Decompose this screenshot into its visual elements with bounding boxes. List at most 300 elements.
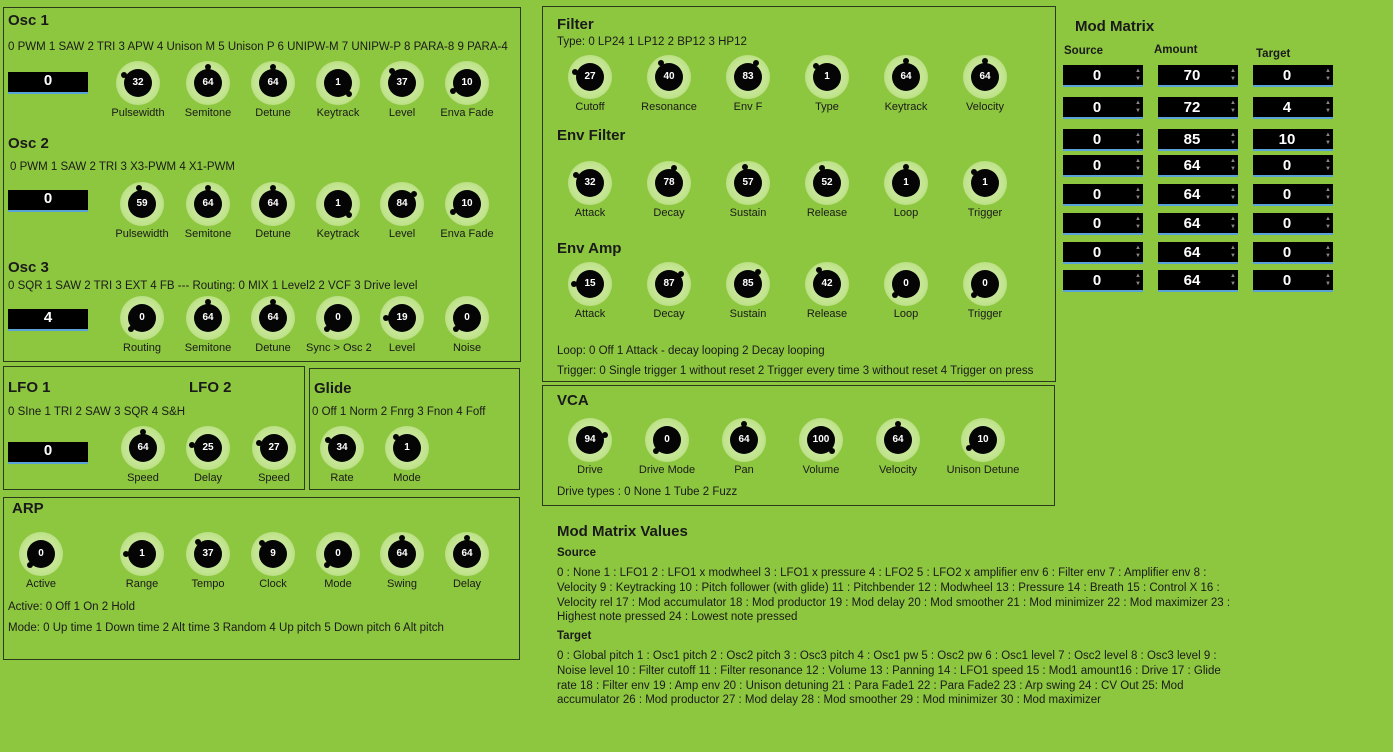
- loop-desc: Loop: 0 Off 1 Attack - decay looping 2 Decay looping: [557, 345, 825, 357]
- envamp-sustain-knob[interactable]: [716, 262, 780, 320]
- knob-value: 10: [453, 190, 481, 218]
- knob-indicator: [399, 535, 405, 541]
- vca-title: VCA: [557, 392, 589, 409]
- knob-label: Velocity: [966, 101, 1004, 113]
- knob-value: 0: [653, 426, 681, 454]
- spin-arrows-icon[interactable]: ▲ ▼: [1135, 100, 1141, 114]
- knob-label: Cutoff: [575, 101, 605, 113]
- mm-amount-field[interactable]: [1158, 270, 1238, 292]
- knob-indicator: [346, 91, 352, 97]
- osc3-detune-knob[interactable]: [241, 296, 305, 354]
- mm-target-field[interactable]: [1253, 155, 1333, 177]
- mm-target-header: Target: [1256, 48, 1291, 60]
- knob-value: 52: [813, 169, 841, 197]
- osc2-title: Osc 2: [8, 135, 49, 152]
- mm-values-target-head: Target: [557, 630, 592, 642]
- knob-value: 32: [124, 69, 152, 97]
- knob-label: Rate: [330, 472, 354, 484]
- knob-value: 64: [453, 540, 481, 568]
- knob-value: 10: [969, 426, 997, 454]
- knob-label: Unison Detune: [946, 464, 1020, 476]
- lfo1-delay-knob[interactable]: [176, 426, 240, 484]
- osc3-noise-knob[interactable]: [435, 296, 499, 354]
- spin-value: 85: [1183, 131, 1201, 148]
- spin-value: 0: [1092, 244, 1102, 261]
- arp-mode-desc: Mode: 0 Up time 1 Down time 2 Alt time 3 Random 4 Up pitch 5 Down pitch 6 Alt pitch: [8, 622, 444, 634]
- knob-label: Decay: [653, 308, 685, 320]
- filter-title: Filter: [557, 16, 594, 33]
- knob-label: Loop: [893, 207, 919, 219]
- envfilter-release-knob[interactable]: [795, 161, 859, 219]
- spin-value: 0: [1092, 186, 1102, 203]
- spin-value: 70: [1183, 67, 1201, 84]
- spin-arrows-icon[interactable]: ▲ ▼: [1230, 273, 1236, 287]
- knob-indicator: [813, 63, 819, 69]
- osc1-desc: 0 PWM 1 SAW 2 TRI 3 APW 4 Unison M 5 Unison P 6 UNIPW-M 7 UNIPW-P 8 PARA-8 9 PARA-4: [8, 41, 508, 53]
- knob-value: 64: [259, 69, 287, 97]
- spin-value: 0: [1282, 244, 1292, 261]
- osc1-enva-fade-knob[interactable]: [435, 61, 499, 119]
- spin-arrows-icon[interactable]: ▲ ▼: [1325, 158, 1331, 172]
- filter-keytrack-knob[interactable]: [874, 55, 938, 113]
- knob-indicator: [140, 429, 146, 435]
- knob-indicator: [755, 269, 761, 275]
- knob-value: 1: [393, 434, 421, 462]
- knob-indicator: [903, 164, 909, 170]
- knob-label: Speed: [258, 472, 290, 484]
- knob-value: 34: [328, 434, 356, 462]
- mm-source-field[interactable]: [1063, 213, 1143, 235]
- knob-indicator: [571, 281, 577, 287]
- knob-value: 64: [892, 63, 920, 91]
- knob-value: 64: [971, 63, 999, 91]
- knob-value: 64: [129, 434, 157, 462]
- osc1-semitone-knob[interactable]: [176, 61, 240, 119]
- mm-amount-header: Amount: [1154, 44, 1198, 56]
- knob-indicator: [971, 292, 977, 298]
- arp-mode-knob[interactable]: [306, 532, 370, 590]
- spin-value: 0: [1092, 272, 1102, 289]
- knob-indicator: [259, 540, 265, 546]
- spin-value: 64: [1183, 272, 1201, 289]
- filter-type-knob[interactable]: [795, 55, 859, 113]
- spin-arrows-icon[interactable]: ▲ ▼: [1325, 68, 1331, 82]
- spin-value: 0: [1282, 67, 1292, 84]
- knob-label: Level: [388, 342, 416, 354]
- knob-indicator: [453, 326, 459, 332]
- spin-arrows-icon[interactable]: ▲ ▼: [1135, 68, 1141, 82]
- spin-value: 0: [1282, 157, 1292, 174]
- osc2-level-knob[interactable]: [370, 182, 434, 240]
- filter-envf-knob[interactable]: [716, 55, 780, 113]
- knob-indicator: [982, 58, 988, 64]
- osc2-enva-fade-knob[interactable]: [435, 182, 499, 240]
- knob-value: 59: [128, 190, 156, 218]
- knob-value: 64: [259, 304, 287, 332]
- envamp-title: Env Amp: [557, 240, 622, 257]
- lfo2-speed-knob[interactable]: [242, 426, 306, 484]
- vca-drive-knob[interactable]: [558, 418, 622, 476]
- mm-amount-field[interactable]: [1158, 97, 1238, 119]
- spin-arrows-icon[interactable]: ▲ ▼: [1325, 273, 1331, 287]
- envfilter-attack-knob[interactable]: [558, 161, 622, 219]
- arp-active-knob[interactable]: [9, 532, 73, 590]
- knob-value: 37: [388, 69, 416, 97]
- mm-amount-field[interactable]: [1158, 213, 1238, 235]
- vca-unison-detune-knob[interactable]: [943, 418, 1023, 476]
- spin-arrows-icon[interactable]: ▲ ▼: [1230, 216, 1236, 230]
- knob-value: 84: [388, 190, 416, 218]
- knob-indicator: [895, 421, 901, 427]
- knob-value: 37: [194, 540, 222, 568]
- knob-indicator: [324, 326, 330, 332]
- knob-label: Pan: [734, 464, 754, 476]
- envfilter-trigger-knob[interactable]: [953, 161, 1017, 219]
- osc2-semitone-knob[interactable]: [176, 182, 240, 240]
- spin-arrows-icon[interactable]: ▲ ▼: [1230, 245, 1236, 259]
- mm-amount-field[interactable]: [1158, 155, 1238, 177]
- osc3-level-knob[interactable]: [370, 296, 434, 354]
- mm-source-field[interactable]: [1063, 129, 1143, 151]
- knob-indicator: [450, 209, 456, 215]
- envamp-loop-knob[interactable]: [874, 262, 938, 320]
- spin-value: 0: [1282, 272, 1292, 289]
- knob-value: 1: [128, 540, 156, 568]
- spin-arrows-icon[interactable]: ▲ ▼: [1230, 68, 1236, 82]
- spin-value: 0: [1092, 99, 1102, 116]
- osc2-waveform-field[interactable]: 0: [8, 190, 88, 212]
- knob-label: Pulsewidth: [111, 107, 165, 119]
- filter-resonance-knob[interactable]: [637, 55, 701, 113]
- envamp-trigger-knob[interactable]: [953, 262, 1017, 320]
- spin-arrows-icon[interactable]: ▲ ▼: [1325, 100, 1331, 114]
- knob-value: 42: [813, 270, 841, 298]
- filter-desc: Type: 0 LP24 1 LP12 2 BP12 3 HP12: [557, 36, 747, 48]
- spin-value: 0: [1092, 215, 1102, 232]
- arp-clock-knob[interactable]: [241, 532, 305, 590]
- mm-source-field[interactable]: [1063, 270, 1143, 292]
- envfilter-sustain-knob[interactable]: [716, 161, 780, 219]
- envamp-release-knob[interactable]: [795, 262, 859, 320]
- knob-label: Keytrack: [316, 228, 360, 240]
- knob-value: 10: [453, 69, 481, 97]
- knob-value: 64: [884, 426, 912, 454]
- knob-value: 85: [734, 270, 762, 298]
- knob-indicator: [450, 88, 456, 94]
- knob-value: 9: [259, 540, 287, 568]
- knob-indicator: [678, 271, 684, 277]
- spin-value: 64: [1183, 157, 1201, 174]
- osc1-title: Osc 1: [8, 12, 49, 29]
- knob-indicator: [270, 185, 276, 191]
- spin-arrows-icon[interactable]: ▲ ▼: [1230, 100, 1236, 114]
- knob-value: 100: [807, 426, 835, 454]
- knob-indicator: [602, 432, 608, 438]
- knob-indicator: [653, 448, 659, 454]
- knob-value: 25: [194, 434, 222, 462]
- filter-cutoff-knob[interactable]: [558, 55, 622, 113]
- spin-arrows-icon[interactable]: ▲ ▼: [1135, 273, 1141, 287]
- knob-label: Mode: [393, 472, 421, 484]
- arp-tempo-knob[interactable]: [176, 532, 240, 590]
- knob-indicator: [753, 60, 759, 66]
- knob-value: 0: [971, 270, 999, 298]
- knob-value: 94: [576, 426, 604, 454]
- spin-value: 10: [1278, 131, 1296, 148]
- knob-label: Velocity: [879, 464, 917, 476]
- spin-value: 0: [1092, 67, 1102, 84]
- mm-values-source-head: Source: [557, 547, 596, 559]
- knob-label: Drive Mode: [638, 464, 696, 476]
- mm-amount-field[interactable]: [1158, 184, 1238, 206]
- envamp-attack-knob[interactable]: [558, 262, 622, 320]
- osc3-waveform-field[interactable]: 4: [8, 309, 88, 331]
- spin-value: 72: [1183, 99, 1201, 116]
- knob-value: 64: [194, 190, 222, 218]
- spin-value: 64: [1183, 215, 1201, 232]
- spin-arrows-icon[interactable]: ▲ ▼: [1135, 187, 1141, 201]
- knob-label: Resonance: [641, 101, 697, 113]
- knob-value: 1: [324, 69, 352, 97]
- osc1-waveform-field[interactable]: 0: [8, 72, 88, 94]
- knob-value: 0: [128, 304, 156, 332]
- mm-amount-field[interactable]: [1158, 129, 1238, 151]
- mm-source-header: Source: [1064, 45, 1103, 57]
- knob-value: 0: [27, 540, 55, 568]
- knob-value: 1: [324, 190, 352, 218]
- spin-arrows-icon[interactable]: ▲ ▼: [1325, 132, 1331, 146]
- knob-indicator: [464, 535, 470, 541]
- spin-arrows-icon[interactable]: ▲ ▼: [1325, 187, 1331, 201]
- spin-value: 0: [1282, 186, 1292, 203]
- knob-indicator: [270, 299, 276, 305]
- knob-indicator: [966, 445, 972, 451]
- lfo2-title: LFO 2: [189, 379, 232, 396]
- knob-label: Loop: [893, 308, 919, 320]
- knob-value: 0: [892, 270, 920, 298]
- knob-value: 64: [259, 190, 287, 218]
- knob-label: Env F: [733, 101, 763, 113]
- spin-arrows-icon[interactable]: ▲ ▼: [1135, 216, 1141, 230]
- knob-label: Swing: [387, 578, 417, 590]
- osc1-level-knob[interactable]: [370, 61, 434, 119]
- arp-delay-knob[interactable]: [435, 532, 499, 590]
- mm-target-field[interactable]: [1253, 242, 1333, 264]
- knob-value: 87: [655, 270, 683, 298]
- knob-label: Decay: [653, 207, 685, 219]
- knob-label: Semitone: [184, 107, 232, 119]
- trigger-desc: Trigger: 0 Single trigger 1 without reset 2 Trigger every time 3 without reset 4 Trigger on press: [557, 365, 1034, 377]
- mm-target-field[interactable]: [1253, 213, 1333, 235]
- spin-arrows-icon[interactable]: ▲ ▼: [1135, 245, 1141, 259]
- knob-label: Keytrack: [884, 101, 928, 113]
- knob-indicator: [389, 68, 395, 74]
- knob-label: Range: [125, 578, 159, 590]
- mm-source-field[interactable]: [1063, 155, 1143, 177]
- spin-value: 4: [1282, 99, 1292, 116]
- envfilter-loop-knob[interactable]: [874, 161, 938, 219]
- knob-indicator: [270, 64, 276, 70]
- knob-label: Routing: [123, 342, 161, 354]
- knob-label: Sustain: [729, 308, 767, 320]
- knob-indicator: [205, 185, 211, 191]
- osc2-detune-knob[interactable]: [241, 182, 305, 240]
- spin-value: 64: [1183, 186, 1201, 203]
- vca-drive-mode-knob[interactable]: [635, 418, 699, 476]
- knob-label: Detune: [255, 107, 291, 119]
- knob-indicator: [324, 562, 330, 568]
- knob-indicator: [346, 212, 352, 218]
- knob-value: 0: [453, 304, 481, 332]
- knob-label: Semitone: [184, 228, 232, 240]
- knob-label: Clock: [259, 578, 287, 590]
- knob-value: 64: [194, 69, 222, 97]
- knob-label: Semitone: [184, 342, 232, 354]
- knob-value: 64: [730, 426, 758, 454]
- knob-label: Noise: [452, 342, 482, 354]
- mod-matrix-title: Mod Matrix: [1075, 18, 1155, 35]
- knob-value: 27: [260, 434, 288, 462]
- knob-label: Volume: [802, 464, 840, 476]
- knob-label: Trigger: [967, 207, 1003, 219]
- knob-indicator: [383, 315, 389, 321]
- glide-rate-knob[interactable]: [310, 426, 374, 484]
- knob-label: Delay: [193, 472, 223, 484]
- knob-indicator: [205, 64, 211, 70]
- knob-label: Keytrack: [316, 107, 360, 119]
- knob-label: Delay: [452, 578, 482, 590]
- mm-target-field[interactable]: [1253, 65, 1333, 87]
- osc3-semitone-knob[interactable]: [176, 296, 240, 354]
- knob-value: 27: [576, 63, 604, 91]
- mm-values-target-text: 0 : Global pitch 1 : Osc1 pitch 2 : Osc2 pitch 3 : Osc3 pitch 4 : Osc1 pw 5 : Osc2 pw 6 : Osc1 level 7 : Osc2 level 8 : Osc3 level 9 : Noise level 10 : Filter cutoff 11 : Filter resonance 12 : Volume 13 : Panning 14 : LFO1 speed 15 : Mod1 amount16 : Drive 17 : Glide rate 18 : Filter env 19 : Amp env 20 : Unison detuning 21 : Para Fade1 22 : Para Fade2 23 : Arp swing 24 : CV Out 25: Mod accumulator 26 : Mod productor 27 : Mod delay 28 : Mod smoother 29 : Mod minimizer 30 : Mod maximizer: [557, 650, 1221, 707]
- knob-indicator: [572, 69, 578, 75]
- osc3-sync-knob[interactable]: [306, 296, 370, 354]
- spin-value: 0: [1282, 215, 1292, 232]
- knob-indicator: [27, 562, 33, 568]
- osc2-pulsewidth-knob[interactable]: [110, 182, 174, 240]
- knob-label: Type: [815, 101, 839, 113]
- knob-value: 1: [892, 169, 920, 197]
- glide-desc: 0 Off 1 Norm 2 Fnrg 3 Fnon 4 Foff: [312, 406, 486, 418]
- spin-arrows-icon[interactable]: ▲ ▼: [1230, 132, 1236, 146]
- knob-value: 0: [324, 540, 352, 568]
- knob-label: Attack: [574, 207, 606, 219]
- osc3-title: Osc 3: [8, 259, 49, 276]
- mm-source-field[interactable]: [1063, 184, 1143, 206]
- knob-value: 64: [194, 304, 222, 332]
- arp-swing-knob[interactable]: [370, 532, 434, 590]
- osc3-routing-knob[interactable]: [110, 296, 174, 354]
- knob-value: 1: [971, 169, 999, 197]
- mm-target-field[interactable]: [1253, 270, 1333, 292]
- osc1-detune-knob[interactable]: [241, 61, 305, 119]
- knob-value: 0: [324, 304, 352, 332]
- knob-value: 78: [655, 169, 683, 197]
- knob-label: Detune: [255, 228, 291, 240]
- osc2-desc: 0 PWM 1 SAW 2 TRI 3 X3-PWM 4 X1-PWM: [10, 161, 235, 173]
- osc1-keytrack-knob[interactable]: [306, 61, 370, 119]
- knob-label: Drive: [577, 464, 603, 476]
- knob-label: Enva Fade: [440, 107, 494, 119]
- knob-indicator: [971, 169, 977, 175]
- spin-arrows-icon[interactable]: ▲ ▼: [1230, 158, 1236, 172]
- mm-target-field[interactable]: [1253, 184, 1333, 206]
- mm-target-field[interactable]: [1253, 97, 1333, 119]
- knob-value: 1: [813, 63, 841, 91]
- mm-source-field[interactable]: [1063, 65, 1143, 87]
- lfo-desc: 0 SIne 1 TRI 2 SAW 3 SQR 4 S&H: [8, 406, 186, 418]
- vca-pan-knob[interactable]: [712, 418, 776, 476]
- knob-indicator: [741, 421, 747, 427]
- knob-label: Tempo: [191, 578, 225, 590]
- knob-label: Attack: [574, 308, 606, 320]
- osc1-pulsewidth-knob[interactable]: [106, 61, 170, 119]
- arp-active-desc: Active: 0 Off 1 On 2 Hold: [8, 601, 135, 613]
- spin-value: 64: [1183, 244, 1201, 261]
- arp-title: ARP: [12, 500, 44, 517]
- arp-range-knob[interactable]: [110, 532, 174, 590]
- lfo1-speed-knob[interactable]: [111, 426, 175, 484]
- knob-label: Release: [806, 308, 848, 320]
- knob-value: 40: [655, 63, 683, 91]
- knob-label: Active: [26, 578, 56, 590]
- mm-amount-field[interactable]: [1158, 65, 1238, 87]
- knob-label: Pulsewidth: [115, 228, 169, 240]
- glide-title: Glide: [314, 380, 352, 397]
- mm-amount-field[interactable]: [1158, 242, 1238, 264]
- mm-values-source-text: 0 : None 1 : LFO1 2 : LFO1 x modwheel 3 : LFO1 x pressure 4 : LFO2 5 : LFO2 x amplifier env 6 : Filter env 7 : Amplifier env 8 : Velocity 9 : Keytracking 10 : Pitch follower (with glide) 11 : Pitchbender 12 : Modwheel 13 : Pressure 14 : Breath 15 : Control X 16 : Velocity rel 17 : Mod accumulator 18 : Mod productor 19 : Mod delay 20 : Mod smoother 21 : Mod minimizer 22 : Mod maximizer 23 : Highest note pressed 24 : Lowest note pressed: [557, 567, 1231, 624]
- vca-desc: Drive types : 0 None 1 Tube 2 Fuzz: [557, 486, 738, 498]
- mm-values-title: Mod Matrix Values: [557, 523, 688, 540]
- knob-indicator: [903, 58, 909, 64]
- mm-source-field[interactable]: [1063, 242, 1143, 264]
- knob-label: Sync > Osc 2: [306, 342, 372, 354]
- knob-label: Release: [806, 207, 848, 219]
- osc2-keytrack-knob[interactable]: [306, 182, 370, 240]
- envfilter-decay-knob[interactable]: [637, 161, 701, 219]
- lfo1-title: LFO 1: [8, 379, 51, 396]
- knob-indicator: [892, 292, 898, 298]
- glide-mode-knob[interactable]: [375, 426, 439, 484]
- knob-value: 83: [734, 63, 762, 91]
- vca-volume-knob[interactable]: [789, 418, 853, 476]
- envfilter-title: Env Filter: [557, 127, 626, 144]
- knob-indicator: [411, 191, 417, 197]
- knob-indicator: [195, 539, 201, 545]
- knob-indicator: [393, 434, 399, 440]
- spin-arrows-icon[interactable]: ▲ ▼: [1325, 245, 1331, 259]
- knob-value: 19: [388, 304, 416, 332]
- spin-arrows-icon[interactable]: ▲ ▼: [1230, 187, 1236, 201]
- knob-indicator: [123, 551, 129, 557]
- envamp-decay-knob[interactable]: [637, 262, 701, 320]
- knob-indicator: [829, 448, 835, 454]
- knob-label: Level: [388, 228, 416, 240]
- mm-target-field[interactable]: [1253, 129, 1333, 151]
- lfo-waveform-field[interactable]: 0: [8, 442, 88, 464]
- knob-label: Level: [388, 107, 416, 119]
- knob-label: Sustain: [729, 207, 767, 219]
- knob-value: 15: [576, 270, 604, 298]
- mm-source-field[interactable]: [1063, 97, 1143, 119]
- spin-arrows-icon[interactable]: ▲ ▼: [1135, 158, 1141, 172]
- vca-velocity-knob[interactable]: [866, 418, 930, 476]
- spin-arrows-icon[interactable]: ▲ ▼: [1135, 132, 1141, 146]
- knob-value: 32: [576, 169, 604, 197]
- spin-arrows-icon[interactable]: ▲ ▼: [1325, 216, 1331, 230]
- filter-velocity-knob[interactable]: [953, 55, 1017, 113]
